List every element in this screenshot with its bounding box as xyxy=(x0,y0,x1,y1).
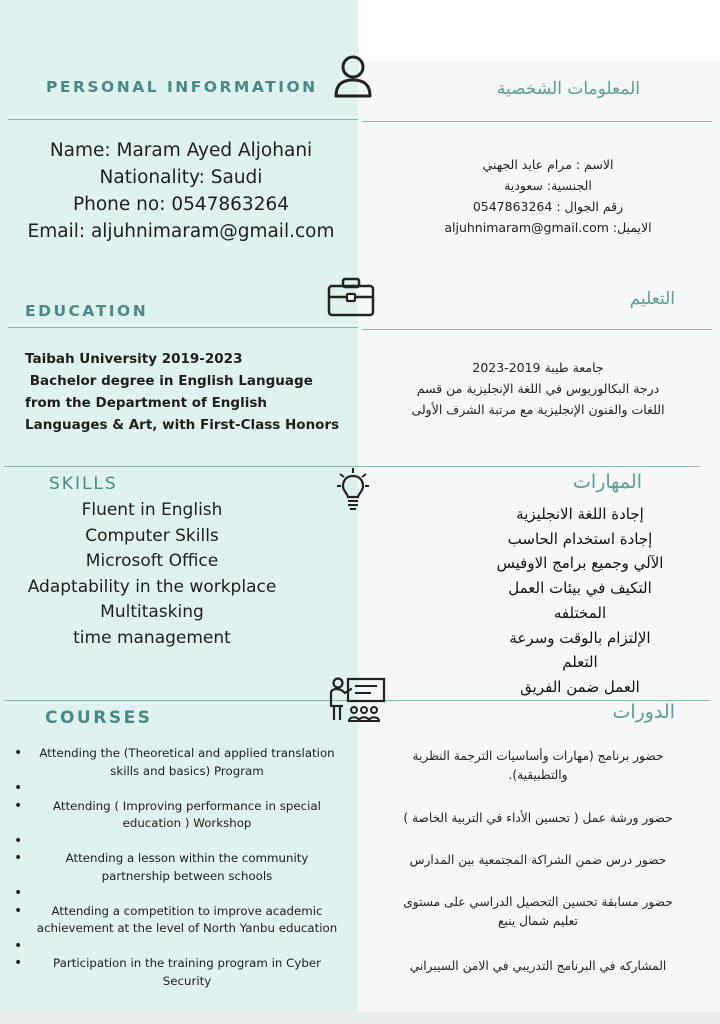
nationality-line: Nationality: Saudi xyxy=(99,167,263,188)
course-item: • Attending a lesson within the community partnership between schools xyxy=(14,850,309,883)
course-item-ar: حضور ورشة عمل ( تحسين الأداء في التربية الخاصة ) xyxy=(403,811,673,825)
personal-details-en xyxy=(18,137,344,245)
course-item: • Attending a competition to improve academic achievement at the level of North Yanbu education xyxy=(14,902,338,935)
course-item: • Attending the (Theoretical and applied translation skills and basics) Program xyxy=(14,745,335,778)
bullet: • xyxy=(14,955,23,971)
skill-item-ar: الإلتزام بالوقت وسرعة xyxy=(509,628,651,647)
empty-bullet: • xyxy=(14,780,23,796)
course-item-ar: حضور برنامج (مهارات وأساسيات الترجمة النظرية والتطبيقية). xyxy=(412,749,664,782)
skill-item-ar: التكيف في بيئات العمل xyxy=(508,579,652,598)
right-column-top xyxy=(358,0,720,62)
personal-heading-ar: المعلومات الشخصية xyxy=(496,79,640,99)
skill-item-ar: إجادة اللغة الانجليزية xyxy=(516,505,644,523)
personal-divider-right xyxy=(362,121,712,122)
education-line: from the Department of English xyxy=(25,395,267,411)
education-line: Taibah University 2019-2023 xyxy=(25,351,243,367)
skill-item-ar: المختلفه xyxy=(553,603,607,622)
personal-divider-left xyxy=(8,119,358,120)
skill-item-ar: إجادة استخدام الحاسب xyxy=(507,529,653,548)
email-line: Email: aljuhnimaram@gmail.com xyxy=(27,221,335,242)
bullet: • xyxy=(14,797,23,814)
education-divider-right xyxy=(362,329,712,330)
courses-heading-ar: الدورات xyxy=(612,701,675,723)
courses-heading-en: COURSES xyxy=(45,708,153,728)
bullet: • xyxy=(14,902,23,919)
skill-item: Computer Skills xyxy=(85,525,219,546)
skill-item-ar: الآلي وجميع برامج الاوفيس xyxy=(496,554,664,573)
education-divider-left xyxy=(8,327,358,328)
empty-bullet: • xyxy=(14,885,23,901)
skills-list-ar xyxy=(460,502,700,700)
phone-line: Phone no: 0547863264 xyxy=(72,194,290,215)
skill-item-ar: العمل ضمن الفريق xyxy=(520,677,640,696)
education-line-ar: جامعة طيبة 2019-2023 xyxy=(472,360,604,375)
skill-item: Multitasking xyxy=(100,602,204,622)
education-line: Languages & Art, with First-Class Honors xyxy=(25,417,340,433)
education-details-en xyxy=(25,348,345,436)
skill-item-ar: التعلم xyxy=(562,653,598,672)
education-line-ar: درجة البكالوريوس في اللغة الإنجليزية من قسم xyxy=(416,381,660,396)
bottom-strip xyxy=(0,1012,720,1024)
nationality-line-ar: الجنسية: سعودية xyxy=(504,178,592,193)
personal-details-ar xyxy=(380,154,716,238)
skills-list-en xyxy=(10,498,294,651)
course-item: • Participation in the training program in Cyber Security xyxy=(14,955,321,988)
education-line-ar: اللغات والفنون الإنجليزية مع مرتبة الشرف الأولى xyxy=(411,402,665,417)
name-line: Name: Maram Ayed Aljohani xyxy=(49,140,313,161)
course-item-ar: حضور مسابقة تحسين التحصيل الدراسي على مستوى تعليم شمال ينبع xyxy=(403,895,673,928)
skills-heading-ar: المهارات xyxy=(573,471,642,493)
empty-bullet: • xyxy=(14,832,23,849)
course-item: • Attending ( Improving performance in special education ) Workshop xyxy=(14,797,321,830)
bullet: • xyxy=(14,850,23,866)
education-details-ar xyxy=(368,357,708,420)
name-line-ar: الاسم : مرام عايد الجهني xyxy=(482,157,614,172)
education-line: Bachelor degree in English Language xyxy=(25,373,313,389)
skill-item: Microsoft Office xyxy=(85,551,219,571)
lightbulb-icon xyxy=(336,467,370,511)
personal-heading-en: PERSONAL INFORMATION xyxy=(46,78,318,96)
skills-heading-en: SKILLS xyxy=(49,474,118,494)
briefcase-icon xyxy=(327,276,375,318)
education-heading-ar: التعليم xyxy=(629,289,675,309)
skill-item: Adaptability in the workplace xyxy=(27,576,277,597)
empty-bullet: • xyxy=(14,937,23,954)
skill-item: Fluent in English xyxy=(81,500,223,520)
person-icon xyxy=(331,53,375,99)
email-line-ar: الايميل: aljuhnimaram@gmail.com xyxy=(444,220,652,235)
bullet: • xyxy=(14,745,23,761)
courses-list-en xyxy=(14,745,344,990)
course-item-ar: المشاركه في البرنامج التدريبي في الامن السيبراني xyxy=(409,959,667,973)
education-heading-en: EDUCATION xyxy=(25,302,149,320)
course-item-ar: حضور درس ضمن الشراكة المجتمعية بين المدارس xyxy=(409,853,667,867)
phone-line-ar: رقم الجوال : 0547863264 xyxy=(472,199,624,214)
teacher-board-icon xyxy=(327,676,387,724)
skill-item: time management xyxy=(73,627,231,648)
